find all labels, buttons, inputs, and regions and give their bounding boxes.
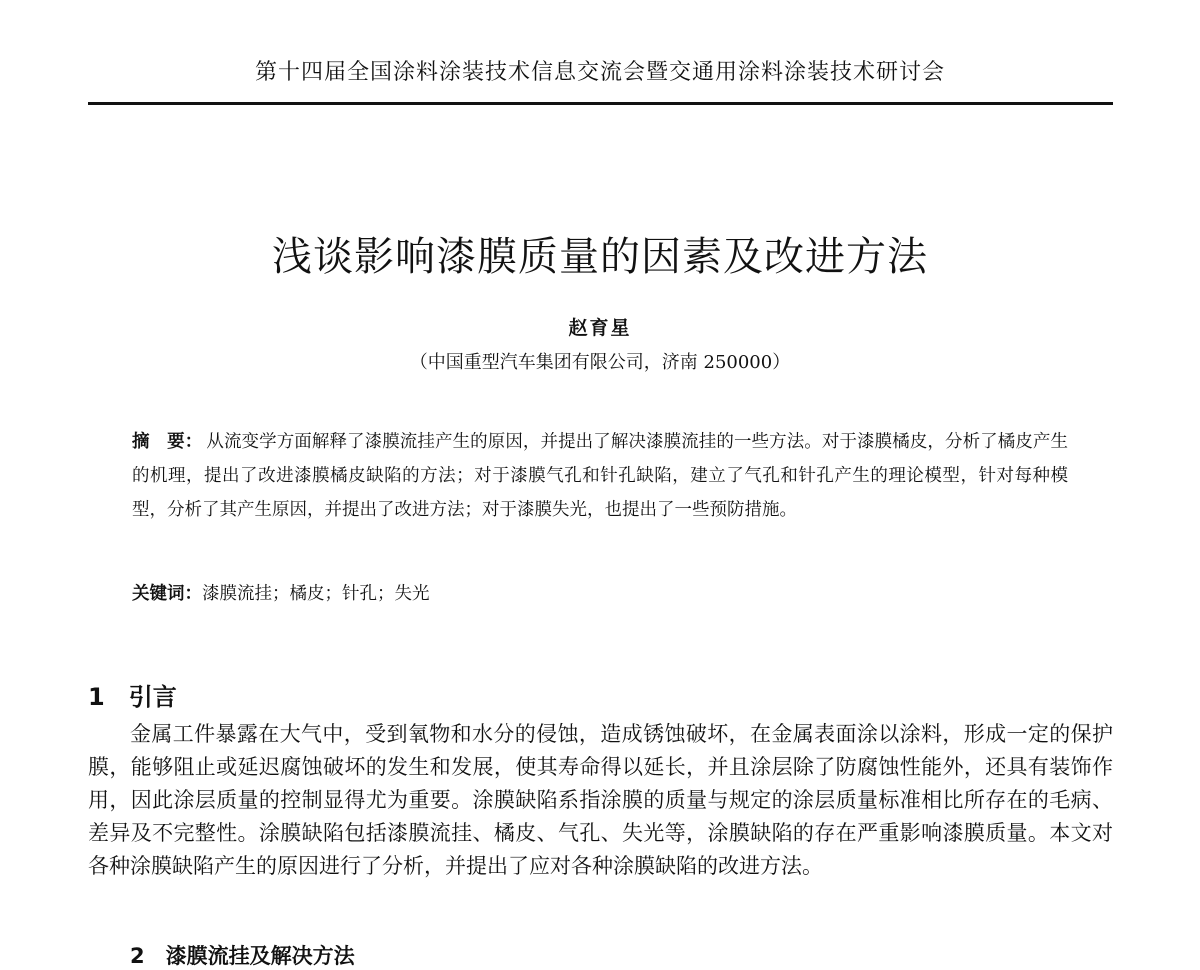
section-title: 引言 <box>128 683 177 711</box>
abstract-label: 摘 要： <box>132 432 203 452</box>
next-section-heading: 2 漆膜流挂及解决方法 <box>130 944 355 968</box>
author-name: 赵育星 <box>568 317 632 339</box>
section-paragraph: 金属工件暴露在大气中，受到氧物和水分的侵蚀，造成锈蚀破坏，在金属表面涂以涂料，形成一定的保护膜，能够阻止或延迟腐蚀破坏的发生和发展，使其寿命得以延长，并且涂层除了防腐蚀性能外，还具有装饰作用，因此涂层质量的控制显得尤为重要。涂膜缺陷系指涂膜的质量与规定的涂层质量标准相比所存在的毛病、差异及不完整性。涂膜缺陷包括漆膜流挂、橘皮、气孔、失光等，涂膜缺陷的存在严重影响漆膜质量。本文对各种涂膜缺陷产生的原因进行了分析，并提出了应对各种涂膜缺陷的改进方法。 <box>88 722 1113 878</box>
keywords <box>132 580 1068 605</box>
keywords-text: 漆膜流挂；橘皮；针孔；失光 <box>202 584 430 604</box>
section-heading <box>88 677 177 712</box>
section-number: 1 <box>88 683 105 711</box>
author-affiliation: （中国重型汽车集团有限公司，济南 250000） <box>409 352 791 373</box>
header-rule <box>88 102 1113 105</box>
abstract-text: 从流变学方面解释了漆膜流挂产生的原因，并提出了解决漆膜流挂的一些方法。对于漆膜橘皮，分析了橘皮产生的机理，提出了改进漆膜橘皮缺陷的方法；对于漆膜气孔和针孔缺陷，建立了气孔和针孔产生的理论模型，针对每种模型，分析了其产生原因，并提出了改进方法；对于漆膜失光，也提出了一些预防措施。 <box>132 432 1069 520</box>
running-header: 第十四届全国涂料涂装技术信息交流会暨交通用涂料涂装技术研讨会 <box>254 60 945 85</box>
keywords-label: 关键词： <box>132 584 202 604</box>
abstract <box>132 425 1068 527</box>
paper-title: 浅谈影响漆膜质量的因素及改进方法 <box>272 234 928 280</box>
